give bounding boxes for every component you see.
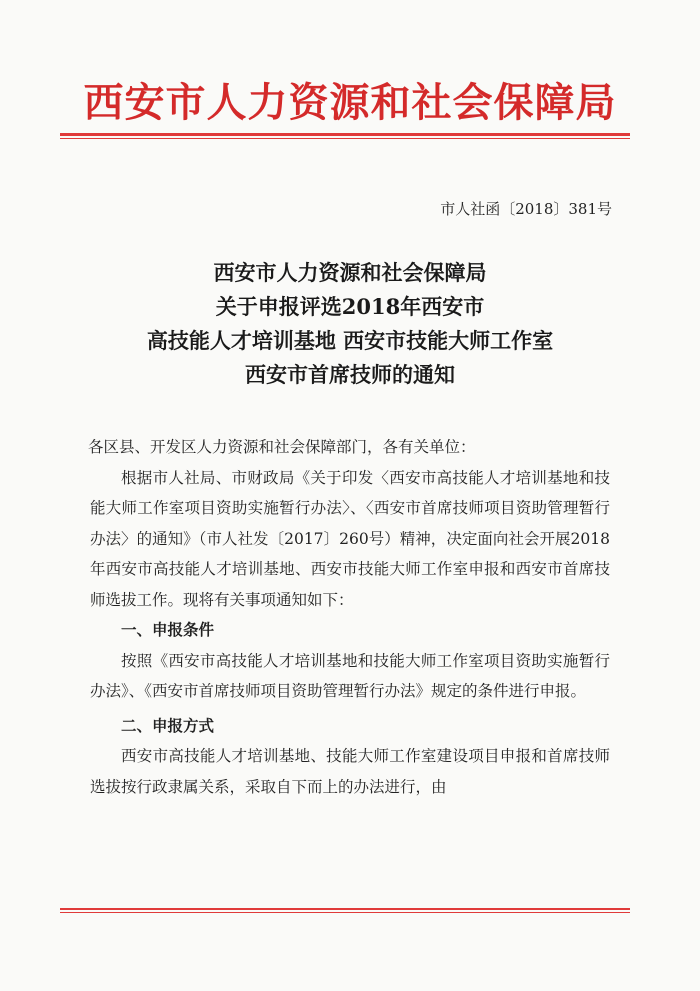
intro-paragraph: 根据市人社局、市财政局《关于印发〈西安市高技能人才培训基地和技能大师工作室项目资助实施暂行办法〉、〈西安市首席技师项目资助管理暂行办法〉的通知》（市人社发〔2017〕260号）精神，决定面向社会开展2018年西安市高技能人才培训基地、西安市技能大师工作室申报和西安市首席技师选拔工作。现将有关事项通知如下：: [90, 468, 610, 609]
section-2-heading: 二、申报方式: [121, 715, 215, 735]
header-rule-thin: [60, 138, 630, 139]
document-body: [90, 432, 610, 802]
document-number: 市人社函〔2018〕381号: [440, 200, 612, 218]
agency-header: 西安市人力资源和社会保障局: [83, 79, 617, 126]
section-1-text: 按照《西安市高技能人才培训基地和技能大师工作室项目资助实施暂行办法》、《西安市首席技师项目资助管理暂行办法》规定的条件进行申报。: [90, 651, 610, 700]
title-line-2: 关于申报评选2018年西安市: [215, 294, 485, 319]
section-2-text: 西安市高技能人才培训基地、技能大师工作室建设项目申报和首席技师选拔按行政隶属关系，采取自下而上的办法进行，由: [90, 747, 610, 796]
footer-rule-thin: [60, 912, 630, 913]
title-line-4: 西安市首席技师的通知: [245, 362, 455, 387]
salutation: 各区县、开发区人力资源和社会保障部门，各有关单位：: [88, 438, 476, 456]
title-line-1: 西安市人力资源和社会保障局: [213, 260, 487, 285]
header-rule-thick: [60, 133, 630, 136]
document-title: [0, 256, 700, 392]
footer-rule-thick: [60, 908, 630, 910]
title-line-3: 高技能人才培训基地 西安市技能大师工作室: [146, 328, 554, 353]
section-1-heading: 一、申报条件: [121, 620, 215, 639]
